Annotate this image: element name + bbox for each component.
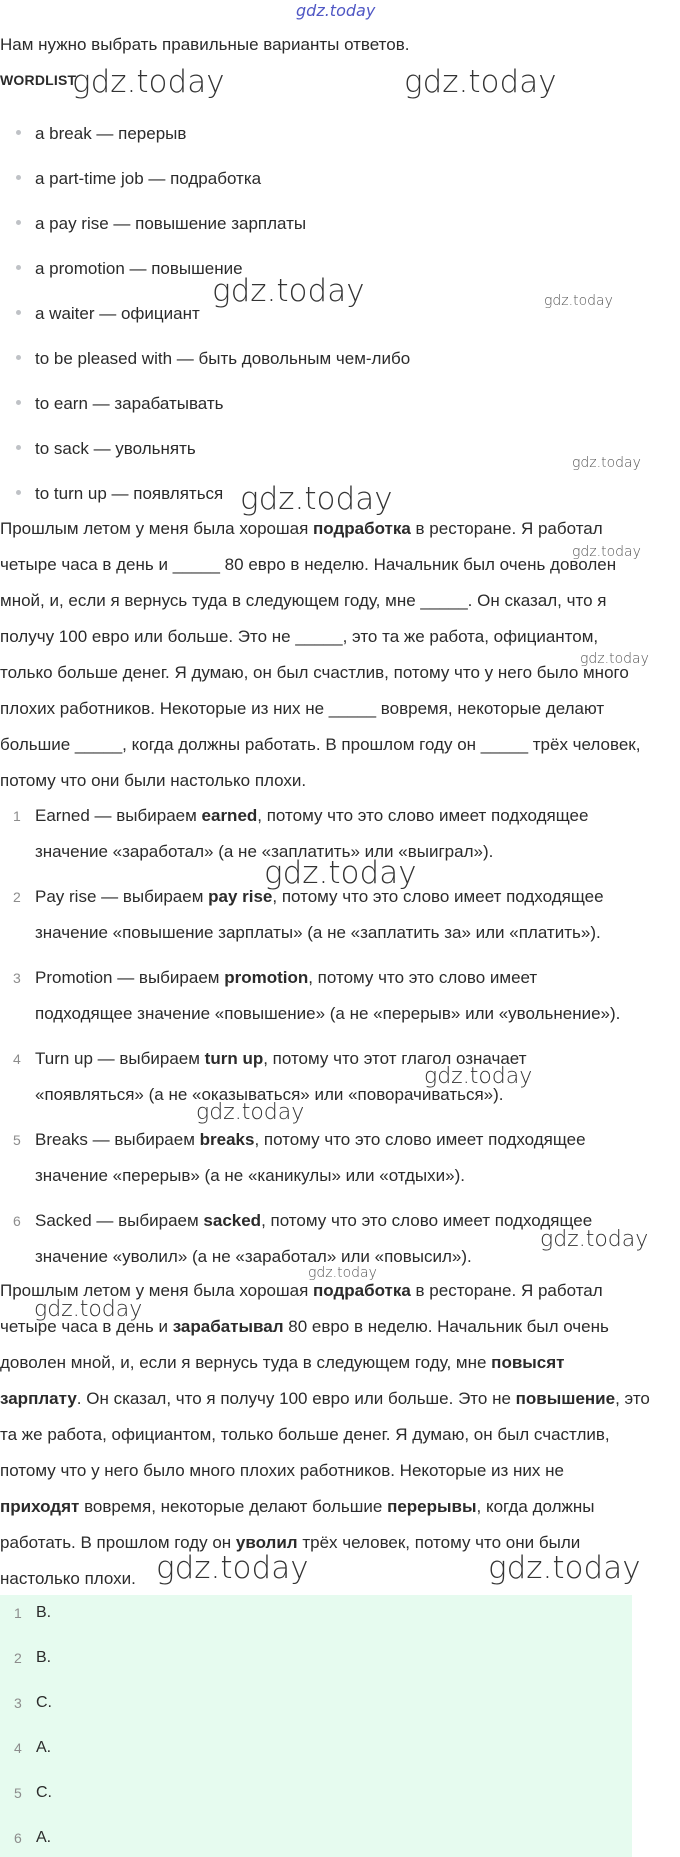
watermark: gdz.today — [156, 1550, 309, 1586]
bold-term: breaks — [199, 1130, 255, 1149]
watermark: gdz.today — [308, 1265, 377, 1281]
explanation-text — [35, 1041, 676, 1113]
text-line: значение «уволил» (а не «заработал» или «повысил»). — [35, 1247, 472, 1266]
bullet-dot-icon — [16, 175, 21, 180]
text-line: значение «заработал» (а не «заплатить» или «выиграл»). — [35, 842, 494, 861]
wordlist-heading: WORDLIST — [0, 72, 77, 88]
answer-value: A. — [36, 1739, 52, 1756]
watermark: gdz.today — [544, 293, 613, 309]
answers-box — [0, 1595, 632, 1857]
text-line: четыре часа в день и зарабатывал 80 евро в неделю. Начальник был очень — [0, 1317, 609, 1336]
text-line: Прошлым летом у меня была хорошая подработка в ресторане. Я работал — [0, 1281, 603, 1300]
bullet-dot-icon — [16, 355, 21, 360]
watermark: gdz.today — [572, 455, 641, 471]
watermark: gdz.today — [572, 544, 641, 560]
wordlist-item: to sack — увольнять — [16, 437, 196, 461]
item-number: 6 — [13, 1213, 21, 1229]
wordlist-item: to turn up — появляться — [16, 482, 223, 506]
wordlist-item: a waiter — официант — [16, 302, 200, 326]
wordlist-item: a part-time job — подработка — [16, 167, 261, 191]
text-line: четыре часа в день и _____ 80 евро в неделю. Начальник был очень доволен — [0, 555, 617, 574]
item-number: 6 — [14, 1830, 22, 1846]
text-line: большие _____, когда должны работать. В прошлом году он _____ трёх человек, — [0, 735, 641, 754]
text-line: Breaks — выбираем breaks, потому что это слово имеет подходящее — [35, 1130, 586, 1149]
text-line: Promotion — выбираем promotion, потому что это слово имеет — [35, 968, 538, 987]
bullet-dot-icon — [16, 445, 21, 450]
text-line: получу 100 евро или больше. Это не _____, это та же работа, официантом, — [0, 627, 599, 646]
watermark: gdz.today — [580, 651, 649, 667]
bold-term: promotion — [224, 968, 309, 987]
text-line: только больше денег. Я думаю, он был счастлив, потому что у него было много — [0, 663, 629, 682]
explanation-text — [35, 1203, 676, 1275]
bold-term: повышение — [515, 1389, 616, 1408]
text-line: значение «перерыв» (а не «каникулы» или «отдыхи»). — [35, 1166, 465, 1185]
intro-text: Нам нужно выбрать правильные варианты ответов. — [0, 35, 410, 54]
text-line: значение «повышение зарплаты» (а не «заплатить за» или «платить»). — [35, 923, 601, 942]
item-number: 1 — [13, 808, 21, 824]
bold-term: подработка — [313, 519, 411, 538]
bullet-dot-icon — [16, 130, 21, 135]
text-line: Pay rise — выбираем pay rise, потому что это слово имеет подходящее — [35, 887, 604, 906]
task-text — [0, 511, 676, 799]
item-number: 3 — [14, 1695, 22, 1711]
bold-term: earned — [201, 806, 258, 825]
watermark: gdz.today — [424, 1064, 533, 1089]
bullet-dot-icon — [16, 265, 21, 270]
watermark: gdz.today — [34, 1297, 143, 1322]
text-line: настолько плохи. — [0, 1569, 136, 1588]
watermark: gdz.today — [540, 1227, 649, 1252]
answer-value: C. — [36, 1784, 52, 1801]
bold-term: зарабатывал — [172, 1317, 284, 1336]
filled-text — [0, 1273, 676, 1597]
bold-term: pay rise — [208, 887, 273, 906]
watermark-top: gdz.today — [296, 1, 376, 20]
item-number: 4 — [14, 1740, 22, 1756]
text-line: Прошлым летом у меня была хорошая подработка в ресторане. Я работал — [0, 519, 603, 538]
text-line: Turn up — выбираем turn up, потому что этот глагол означает — [35, 1049, 527, 1068]
item-number: 3 — [13, 970, 21, 986]
bullet-dot-icon — [16, 310, 21, 315]
bold-term: повысят — [491, 1353, 565, 1372]
text-line: потому что у него было много плохих работников. Некоторые из них не — [0, 1461, 564, 1480]
text-line: «появляться» (а не «оказываться» или «поворачиваться»). — [35, 1085, 504, 1104]
item-number: 2 — [14, 1650, 22, 1666]
watermark: gdz.today — [264, 855, 417, 891]
text-line: мной, и, если я вернусь туда в следующем году, мне _____. Он сказал, что я — [0, 591, 607, 610]
wordlist-item: a break — перерыв — [16, 122, 186, 146]
watermark: gdz.today — [72, 64, 225, 100]
watermark: gdz.today — [240, 481, 393, 517]
answer-value: B. — [36, 1649, 52, 1666]
bold-term: уволил — [235, 1533, 298, 1552]
answer-value: A. — [36, 1829, 52, 1846]
bold-term: подработка — [313, 1281, 411, 1300]
answer-value: C. — [36, 1694, 52, 1711]
item-number: 4 — [13, 1051, 21, 1067]
text-line: потому что они были настолько плохи. — [0, 771, 307, 790]
text-line: та же работа, официантом, только больше денег. Я думаю, он был счастлив, — [0, 1425, 610, 1444]
bold-term: приходят — [0, 1497, 80, 1516]
bold-term: перерывы — [387, 1497, 477, 1516]
explanation-text — [35, 798, 676, 870]
item-number: 2 — [13, 889, 21, 905]
explanation-text — [35, 1122, 676, 1194]
bullet-dot-icon — [16, 490, 21, 495]
wordlist-item: a promotion — повышение — [16, 257, 243, 281]
watermark: gdz.today — [404, 64, 557, 100]
text-line: доволен мной, и, если я вернусь туда в следующем году, мне повысят — [0, 1353, 565, 1372]
text-line: работать. В прошлом году он уволил трёх человек, потому что они были — [0, 1533, 581, 1552]
watermark: gdz.today — [196, 1100, 305, 1125]
answer-value: B. — [36, 1604, 52, 1621]
bold-term: turn up — [204, 1049, 264, 1068]
item-number: 5 — [14, 1785, 22, 1801]
item-number: 1 — [14, 1605, 22, 1621]
watermark: gdz.today — [488, 1550, 641, 1586]
watermark: gdz.today — [212, 273, 365, 309]
text-line: плохих работников. Некоторые из них не _____ вовремя, некоторые делают — [0, 699, 605, 718]
text-line: зарплату. Он сказал, что я получу 100 евро или больше. Это не повышение, это — [0, 1389, 650, 1408]
wordlist-item: a pay rise — повышение зарплаты — [16, 212, 306, 236]
explanation-text — [35, 879, 676, 951]
text-line: Earned — выбираем earned, потому что это слово имеет подходящее — [35, 806, 589, 825]
text-line: приходят вовремя, некоторые делают большие перерывы, когда должны — [0, 1497, 595, 1516]
item-number: 5 — [13, 1132, 21, 1148]
bold-term: зарплату — [0, 1389, 77, 1408]
explanation-text — [35, 960, 676, 1032]
text-line: подходящее значение «повышение» (а не «перерыв» или «увольнение»). — [35, 1004, 621, 1023]
wordlist-item: to earn — зарабатывать — [16, 392, 224, 416]
bullet-dot-icon — [16, 400, 21, 405]
wordlist-item: to be pleased with — быть довольным чем-либо — [16, 347, 410, 371]
bold-term: sacked — [203, 1211, 262, 1230]
text-line: Sacked — выбираем sacked, потому что это слово имеет подходящее — [35, 1211, 593, 1230]
bullet-dot-icon — [16, 220, 21, 225]
